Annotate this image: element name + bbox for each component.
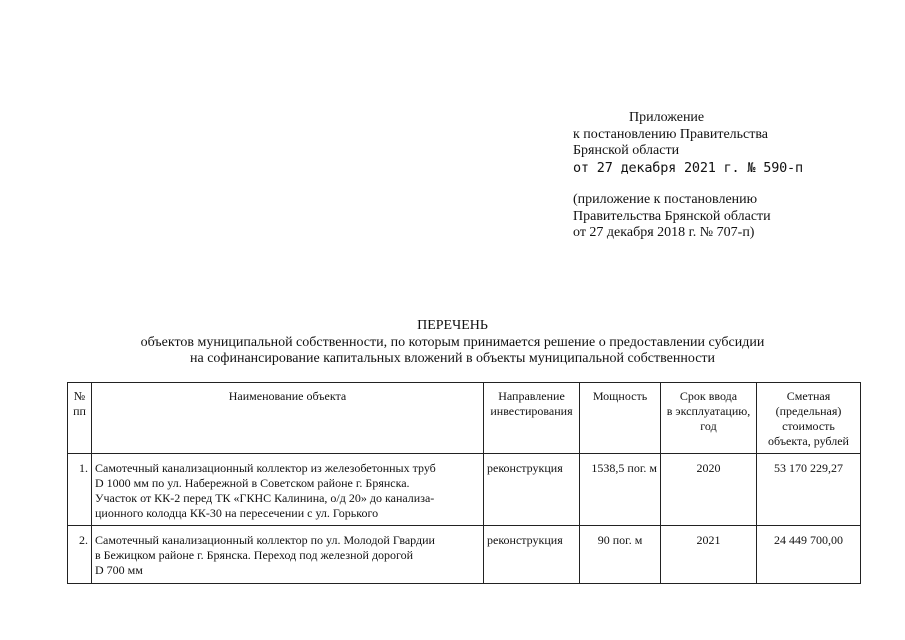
header-estimated-cost: Сметная (предельная) стоимость объекта, рублей — [757, 383, 861, 454]
appendix-line-1: к постановлению Правительства — [573, 126, 769, 142]
appendix-title: Приложение — [629, 110, 705, 125]
commissioning-year: 2021 — [661, 526, 757, 584]
previous-appendix-line-2: Правительства Брянской области — [573, 208, 771, 224]
appendix-line-2: Брянской области — [573, 143, 680, 158]
row-number: 1. — [68, 454, 92, 526]
appendix-decree-date: от 27 декабря 2021 г. № 590-п — [573, 159, 803, 176]
previous-appendix-line-3: от 27 декабря 2018 г. № 707-п) — [573, 225, 755, 240]
heading-line-1: объектов муниципальной собственности, по которым принимается решение о предоставлении субсидии — [140, 334, 765, 350]
header-number: № пп — [68, 383, 92, 454]
investment-direction: реконструкция — [484, 454, 580, 526]
object-name: Самотечный канализационный коллектор по ул. Молодой Гвардии в Бежицком районе г. Брянска. Переход под железной дорогой D 700 мм — [92, 526, 484, 584]
capacity: 90 пог. м — [580, 526, 661, 584]
object-name: Самотечный канализационный коллектор из железобетонных труб D 1000 мм по ул. Набережной в Советском районе г. Брянска. Участок от КК-2 перед ТК «ГКНС Калинина, о/д 20» до канализа- ционного колодца КК-30 на пересечении с ул. Горького — [92, 454, 484, 526]
objects-table — [67, 382, 861, 584]
appendix-block — [573, 110, 893, 242]
table-row — [68, 526, 861, 584]
commissioning-year: 2020 — [661, 454, 757, 526]
heading-title: ПЕРЕЧЕНЬ — [417, 318, 488, 333]
document-heading — [0, 318, 905, 368]
table-row — [68, 454, 861, 526]
header-capacity: Мощность — [580, 383, 661, 454]
row-number: 2. — [68, 526, 92, 584]
heading-line-2: на софинансирование капитальных вложений в объекты муниципальной собственности — [189, 351, 716, 366]
header-commissioning-term: Срок ввода в эксплуатацию, год — [661, 383, 757, 454]
table-header-row — [68, 383, 861, 454]
investment-direction: реконструкция — [484, 526, 580, 584]
header-object-name: Наименование объекта — [92, 383, 484, 454]
capacity: 1538,5 пог. м — [580, 454, 661, 526]
estimated-cost: 53 170 229,27 — [757, 454, 861, 526]
estimated-cost: 24 449 700,00 — [757, 526, 861, 584]
header-investment-direction: Направление инвестирования — [484, 383, 580, 454]
previous-appendix-line-1: (приложение к постановлению — [573, 192, 758, 207]
